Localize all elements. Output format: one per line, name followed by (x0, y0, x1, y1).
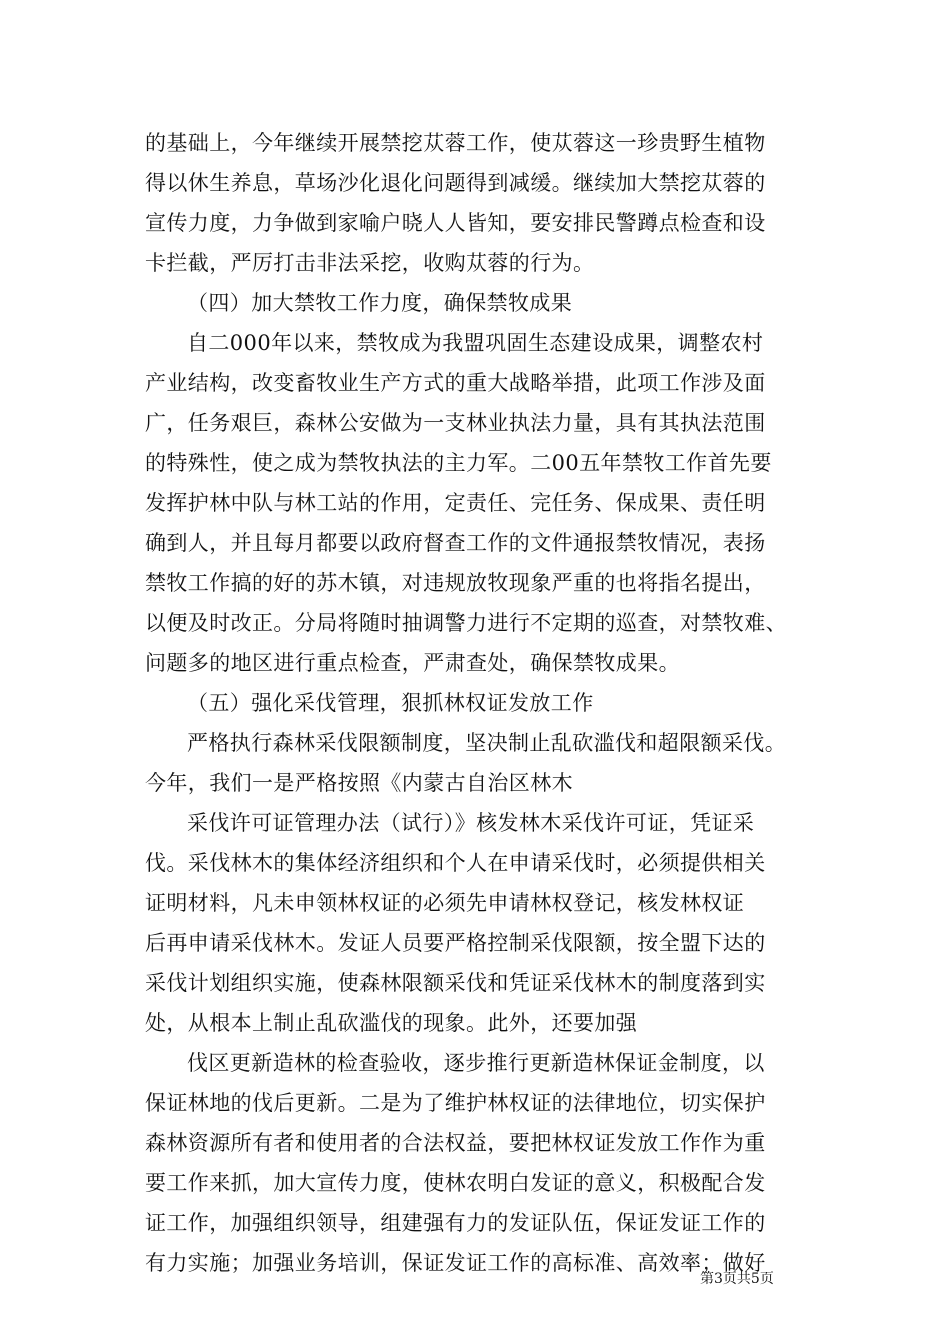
text-line: 有力实施；加强业务培训，保证发证工作的高标准、高效率；做好 (145, 1251, 766, 1275)
text-line: 保证林地的伐后更新。二是为了维护林权证的法律地位，切实保护 (145, 1091, 766, 1115)
text-line: 证工作，加强组织领导，组建强有力的发证队伍，保证发证工作的 (145, 1211, 766, 1235)
text-line: 自二000年以来，禁牧成为我盟巩固生态建设成果，调整农村 (187, 331, 764, 355)
text-line: 严格执行森林采伐限额制度，坚决制止乱砍滥伐和超限额采伐。 (187, 731, 787, 755)
text-line: 产业结构，改变畜牧业生产方式的重大战略举措，此项工作涉及面 (145, 371, 766, 395)
text-line: 森林资源所有者和使用者的合法权益，要把林权证发放工作作为重 (145, 1131, 766, 1155)
text-line: 问题多的地区进行重点检查，严肃查处，确保禁牧成果。 (145, 651, 680, 675)
text-line: 卡拦截，严厉打击非法采挖，收购苁蓉的行为。 (145, 251, 595, 275)
text-line: 宣传力度，力争做到家喻户晓人人皆知，要安排民警蹲点检查和设 (145, 211, 766, 235)
text-line: 发挥护林中队与林工站的作用，定责任、完任务、保成果、责任明 (145, 491, 766, 515)
text-line: 的特殊性，使之成为禁牧执法的主力军。二00五年禁牧工作首先要 (145, 451, 772, 475)
text-line: 要工作来抓，加大宣传力度，使林农明白发证的意义，积极配合发 (145, 1171, 766, 1195)
page-number: 第3页共5页 (700, 1271, 774, 1287)
text-line: 伐区更新造林的检查验收，逐步推行更新造林保证金制度，以 (187, 1051, 765, 1075)
text-line: 处，从根本上制止乱砍滥伐的现象。此外，还要加强 (145, 1011, 638, 1035)
text-line: 的基础上，今年继续开展禁挖苁蓉工作，使苁蓉这一珍贵野生植物 (145, 131, 766, 155)
text-line: 证明材料，凡未申领林权证的必须先申请林权登记，核发林权证 (145, 891, 745, 915)
section-heading-five: （五）强化采伐管理，狠抓林权证发放工作 (187, 691, 594, 715)
text-line: 确到人，并且每月都要以政府督查工作的文件通报禁牧情况，表扬 (145, 531, 766, 555)
text-line: 后再申请采伐林木。发证人员要严格控制采伐限额，按全盟下达的 (145, 931, 766, 955)
text-line: 采伐计划组织实施，使森林限额采伐和凭证采伐林木的制度落到实 (145, 971, 766, 995)
text-line: 今年，我们一是严格按照《内蒙古自治区林木 (145, 771, 573, 795)
text-line: 得以休生养息，草场沙化退化问题得到减缓。继续加大禁挖苁蓉的 (145, 171, 766, 195)
text-line: 广，任务艰巨，森林公安做为一支林业执法力量，具有其执法范围 (145, 411, 766, 435)
text-line: 以便及时改正。分局将随时抽调警力进行不定期的巡查，对禁牧难、 (145, 611, 787, 635)
document-body (145, 123, 810, 1283)
text-line: 伐。采伐林木的集体经济组织和个人在申请采伐时，必须提供相关 (145, 851, 766, 875)
text-line: 采伐许可证管理办法（试行）》核发林木采伐许可证，凭证采 (187, 811, 755, 835)
section-heading-four: （四）加大禁牧工作力度，确保禁牧成果 (187, 291, 573, 315)
text-line: 禁牧工作搞的好的苏木镇，对违规放牧现象严重的也将指名提出， (145, 571, 766, 595)
